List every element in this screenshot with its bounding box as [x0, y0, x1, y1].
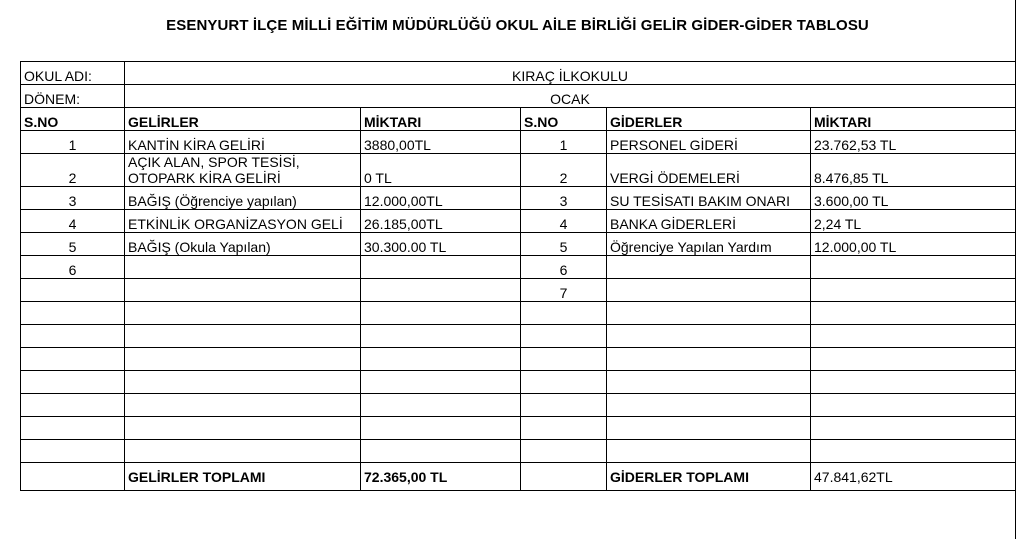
expense-total-label: GİDERLER TOPLAMI [607, 463, 811, 491]
income-name-line2: OTOPARK KİRA GELİRİ [128, 170, 281, 186]
expense-amount: 2,24 TL [811, 210, 1016, 233]
table-row [21, 279, 1016, 302]
school-name: KIRAÇ İLKOKULU [125, 62, 1016, 85]
income-amount [361, 279, 521, 302]
expense-name [607, 279, 811, 302]
expense-no: 7 [521, 279, 607, 302]
header-income-amount: MİKTARI [361, 108, 521, 131]
header-sno-expense: S.NO [521, 108, 607, 131]
period-value: OCAK [125, 85, 1016, 108]
expense-total-value: 47.841,62TL [811, 463, 1016, 491]
expense-amount: 3.600,00 TL [811, 187, 1016, 210]
expense-name: SU TESİSATI BAKIM ONARI [607, 187, 811, 210]
period-label: DÖNEM: [21, 85, 125, 108]
income-name-line1: AÇIK ALAN, SPOR TESİSİ, [128, 154, 300, 170]
income-name [125, 279, 361, 302]
document-title: ESENYURT İLÇE MİLLİ EĞİTİM MÜDÜRLÜĞÜ OKUL AİLE BİRLİĞİ GELİR GİDER-GİDER TABLOSU [166, 17, 869, 34]
income-total-value: 72.365,00 TL [361, 463, 521, 491]
table-row [21, 154, 1016, 187]
income-no: 6 [21, 256, 125, 279]
header-row [21, 108, 1016, 131]
income-no: 5 [21, 233, 125, 256]
table-row [21, 256, 1016, 279]
empty-row [21, 348, 1016, 371]
expense-amount [811, 279, 1016, 302]
table-row [21, 233, 1016, 256]
school-row [21, 62, 1016, 85]
income-amount: 0 TL [361, 154, 521, 187]
income-name [125, 154, 361, 187]
income-no: 3 [21, 187, 125, 210]
expense-no: 1 [521, 131, 607, 154]
table-row [21, 210, 1016, 233]
income-name: ETKİNLİK ORGANİZASYON GELİ [125, 210, 361, 233]
income-total-label: GELİRLER TOPLAMI [125, 463, 361, 491]
header-expense: GİDERLER [607, 108, 811, 131]
expense-name: PERSONEL GİDERİ [607, 131, 811, 154]
expense-no: 2 [521, 154, 607, 187]
expense-name: Öğrenciye Yapılan Yardım [607, 233, 811, 256]
income-expense-table [20, 61, 1016, 491]
empty-row [21, 371, 1016, 394]
income-name: KANTİN KİRA GELİRİ [125, 131, 361, 154]
income-name: BAĞIŞ (Öğrenciye yapılan) [125, 187, 361, 210]
expense-name: BANKA GİDERLERİ [607, 210, 811, 233]
empty-row [21, 440, 1016, 463]
income-no: 1 [21, 131, 125, 154]
expense-no: 3 [521, 187, 607, 210]
income-amount: 12.000,00TL [361, 187, 521, 210]
school-label: OKUL ADI: [21, 62, 125, 85]
empty-row [21, 394, 1016, 417]
expense-no: 4 [521, 210, 607, 233]
income-no: 2 [21, 154, 125, 187]
income-name: BAĞIŞ (Okula Yapılan) [125, 233, 361, 256]
income-amount: 26.185,00TL [361, 210, 521, 233]
empty-row [21, 417, 1016, 440]
income-name [125, 256, 361, 279]
expense-amount: 12.000,00 TL [811, 233, 1016, 256]
expense-amount: 23.762,53 TL [811, 131, 1016, 154]
expense-no: 5 [521, 233, 607, 256]
header-income: GELİRLER [125, 108, 361, 131]
expense-amount: 8.476,85 TL [811, 154, 1016, 187]
header-expense-amount: MİKTARI [811, 108, 1016, 131]
expense-amount [811, 256, 1016, 279]
expense-name [607, 256, 811, 279]
income-no: 4 [21, 210, 125, 233]
income-amount: 3880,00TL [361, 131, 521, 154]
table-row [21, 131, 1016, 154]
header-sno-income: S.NO [21, 108, 125, 131]
income-amount: 30.300.00 TL [361, 233, 521, 256]
empty-row [21, 302, 1016, 325]
table-row [21, 187, 1016, 210]
expense-no: 6 [521, 256, 607, 279]
expense-name: VERGİ ÖDEMELERİ [607, 154, 811, 187]
totals-row [21, 463, 1016, 491]
income-amount [361, 256, 521, 279]
period-row [21, 85, 1016, 108]
empty-row [21, 325, 1016, 348]
income-no [21, 279, 125, 302]
